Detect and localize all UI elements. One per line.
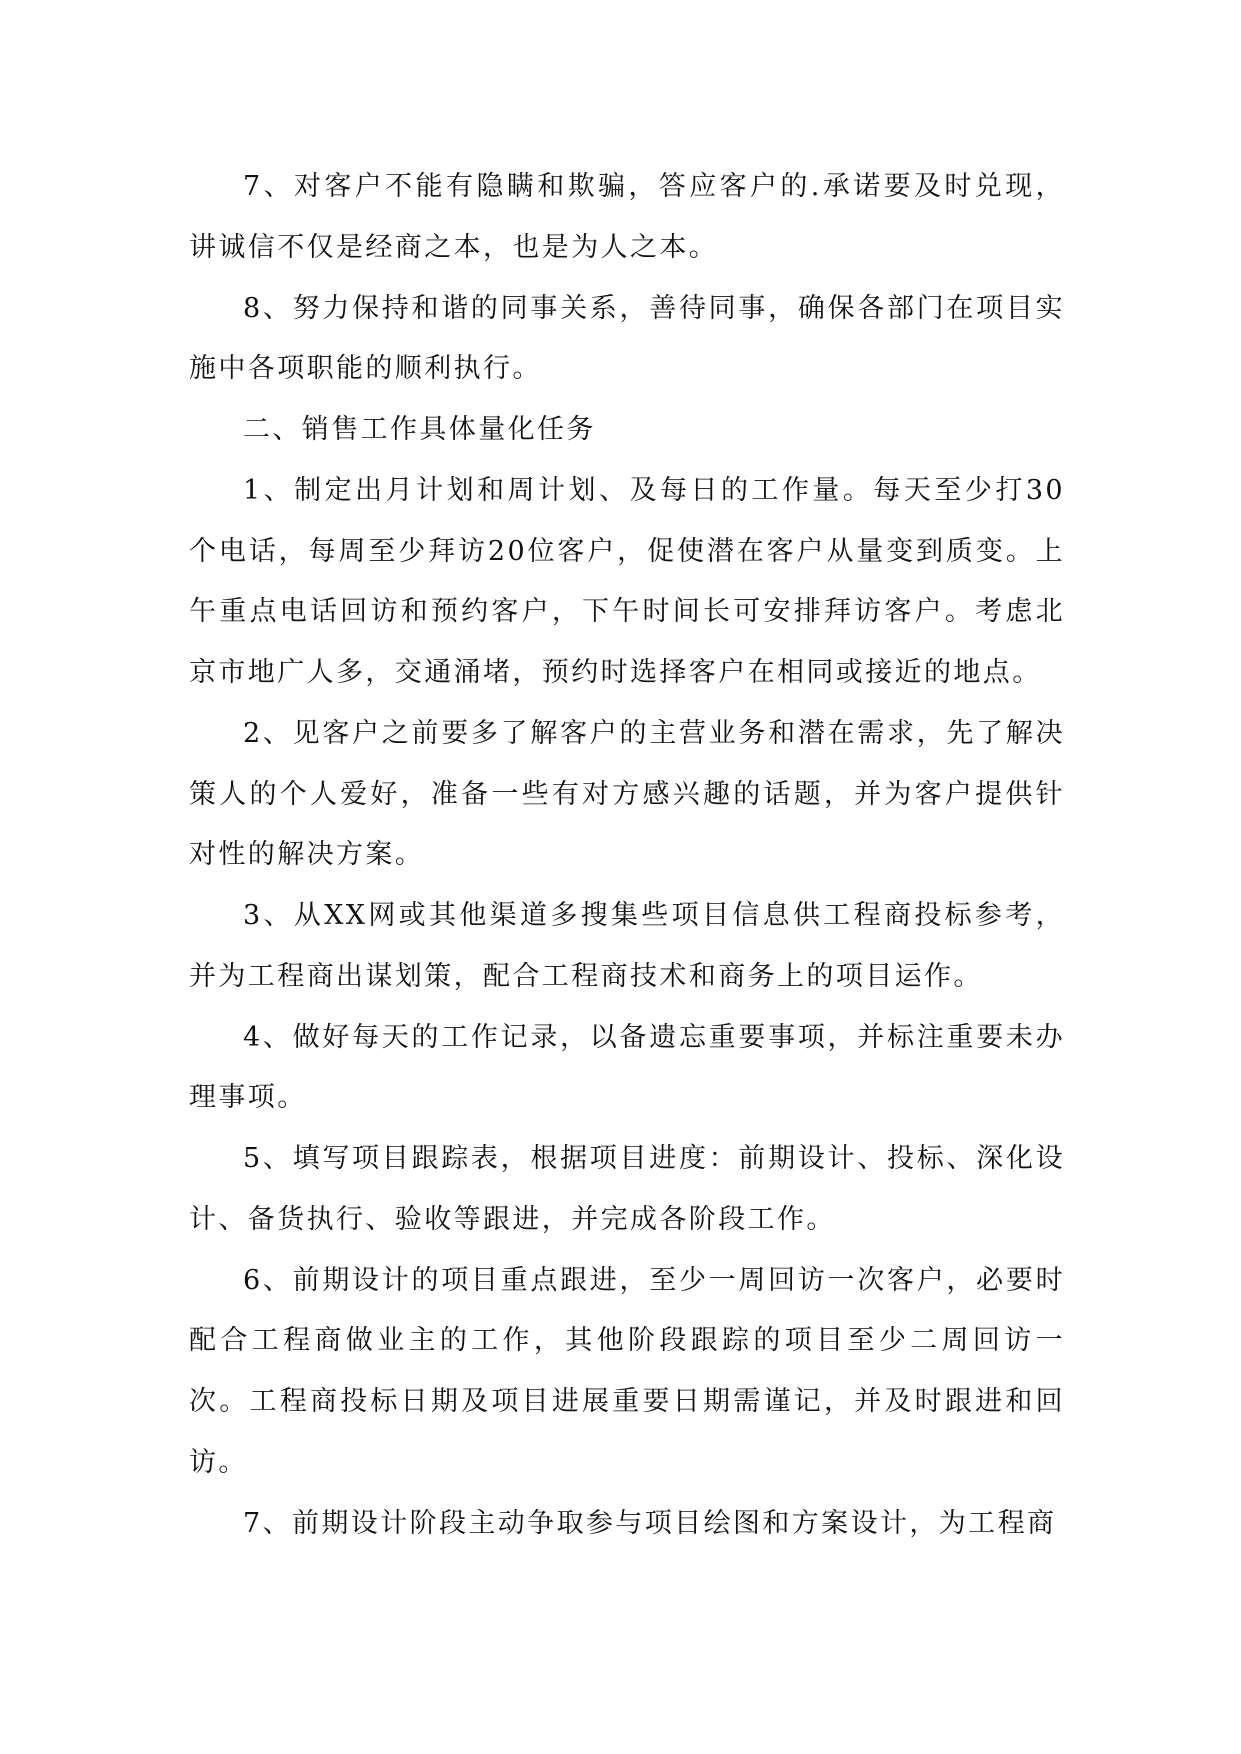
paragraph-6-follow-up: 6、前期设计的项目重点跟进，至少一周回访一次客户，必要时配合工程商做业主的工作，其他阶段跟踪的项目至少二周回访一次。工程商投标日期及项目进展重要日期需谨记，并及时跟进和回访。 (189, 1264, 1065, 1478)
section-heading-quantified-tasks: 二、销售工作具体量化任务 (243, 414, 596, 445)
paragraph-3-project-info: 3、从XX网或其他渠道多搜集些项目信息供工程商投标参考，并为工程商出谋划策，配合工程商技术和商务上的项目运作。 (189, 900, 1065, 992)
paragraph-1-work-plan: 1、制定出月计划和周计划、及每日的工作量。每天至少打30个电话，每周至少拜访20位客户，促使潜在客户从量变到质变。上午重点电话回访和预约客户，下午时间长可安排拜访客户。考虑北京市地广人多，交通涌堵，预约时选择客户在相同或接近的地点。 (189, 474, 1065, 688)
paragraph-7-honesty: 7、对客户不能有隐瞒和欺骗，答应客户的.承诺要及时兑现，讲诚信不仅是经商之本，也是为人之本。 (189, 171, 1065, 263)
paragraph-2-client-research: 2、见客户之前要多了解客户的主营业务和潜在需求，先了解决策人的个人爱好，准备一些有对方感兴趣的话题，并为客户提供针对性的解决方案。 (189, 717, 1065, 871)
paragraph-8-colleagues: 8、努力保持和谐的同事关系，善待同事，确保各部门在项目实施中各项职能的顺利执行。 (189, 292, 1065, 385)
paragraph-5-tracking-sheet: 5、填写项目跟踪表，根据项目进度：前期设计、投标、深化设计、备货执行、验收等跟进，并完成各阶段工作。 (189, 1143, 1065, 1235)
document-body (189, 157, 1065, 1554)
paragraph-7-design-stage: 7、前期设计阶段主动争取参与项目绘图和方案设计，为工程商 (243, 1507, 1057, 1539)
paragraph-4-work-log: 4、做好每天的工作记录，以备遗忘重要事项，并标注重要未办理事项。 (189, 1021, 1065, 1114)
